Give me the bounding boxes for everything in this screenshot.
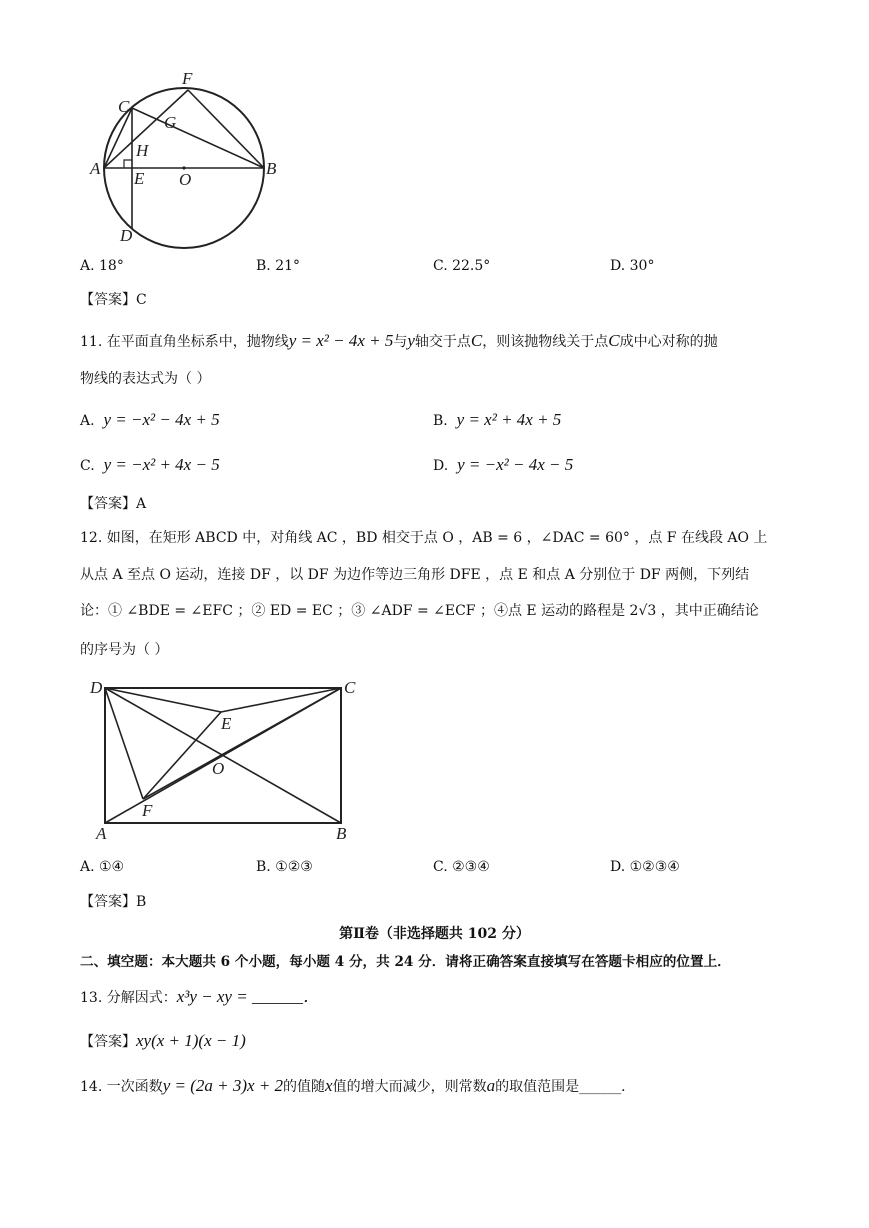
section-heading: 二、填空题：本大题共 6 个小题，每小题 4 分，共 24 分．请将正确答案直接填写在答题卡相应的位置上． [80, 954, 731, 970]
q11-text-mid3: ，则该抛物线关于点 [482, 334, 609, 350]
q12-line2: 从点 A 至点 O 运动，连接 DF ，以 DF 为边作等边三角形 DFE ，点 E 和点 A 分别位于 DF 两侧，下列结 [80, 567, 750, 583]
q11-line2: 物线的表达式为（ ） [80, 371, 211, 387]
point-label-e: E [134, 169, 145, 188]
point-label-h: H [136, 141, 149, 160]
point-label-c: C [118, 97, 130, 116]
q13-answer-equation: xy(x + 1)(x − 1) [136, 1031, 246, 1050]
q14-mid2: 值的增大而减少，则常数 [332, 1079, 487, 1095]
q12-line1: 12. 如图，在矩形 ABCD 中，对角线 AC ，BD 相交于点 O ，AB = 6 ，∠DAC = 60° ，点 F 在线段 AO 上 [80, 530, 768, 546]
q13-answer-label: 【答案】 [80, 1034, 136, 1050]
q11-option-d-letter: D. [433, 458, 449, 474]
q11-option-a-eq: y = −x² − 4x + 5 [103, 410, 220, 429]
q11-option-c [80, 455, 220, 476]
q12-option-d: D. ①②③④ [610, 859, 680, 875]
point-label-f: F [182, 69, 193, 88]
q11-option-d-eq: y = −x² − 4x − 5 [457, 455, 574, 474]
rectangle-figure-q12 [88, 675, 363, 845]
point-label-f: F [142, 801, 153, 820]
point-label-o: O [179, 170, 192, 189]
point-label-d: D [120, 226, 133, 245]
point-label-o: O [212, 759, 225, 778]
circle-figure-q10 [80, 60, 290, 255]
q10-option-b: B. 21° [256, 258, 301, 274]
q11-option-b-eq: y = x² + 4x + 5 [456, 410, 562, 429]
q10-option-a: A. 18° [80, 258, 124, 274]
q10-option-d: D. 30° [610, 258, 655, 274]
q13-prefix: 13. 分解因式： [80, 990, 177, 1006]
q11-text-suffix: 成中心对称的抛 [619, 334, 718, 350]
point-label-d: D [90, 678, 103, 697]
section-title: 第Ⅱ卷（非选择题共 102 分） [339, 926, 530, 942]
q14-suffix: 的取值范围是______． [495, 1079, 636, 1095]
q10-option-c: C. 22.5° [433, 258, 491, 274]
q11-option-c-letter: C. [80, 458, 95, 474]
q14-question [80, 1076, 635, 1097]
q13-equation: x³y − xy = ______． [176, 987, 320, 1006]
q11-text-mid: 与 [393, 334, 408, 350]
q11-answer: 【答案】A [80, 496, 147, 512]
point-label-g: G [164, 113, 177, 132]
q12-option-a: A. ①④ [80, 859, 125, 875]
q13-answer [80, 1031, 246, 1052]
q12-option-b: B. ①②③ [256, 859, 313, 875]
q11-var-y: y [407, 331, 415, 350]
q11-option-a-letter: A. [80, 413, 95, 429]
point-label-a: A [90, 159, 101, 178]
q11-point-c: C [470, 331, 483, 350]
q12-answer: 【答案】B [80, 894, 147, 910]
q11-option-a [80, 410, 220, 431]
q11-option-b [433, 410, 561, 431]
q14-mid: 的值随 [283, 1079, 326, 1095]
q11-option-c-eq: y = −x² + 4x − 5 [103, 455, 220, 474]
point-label-a: A [96, 824, 107, 843]
q11-equation: y = x² − 4x + 5 [288, 331, 394, 350]
q11-line1 [80, 331, 718, 352]
q14-equation: y = (2a + 3)x + 2 [162, 1076, 284, 1095]
q11-point-c2: C [608, 331, 620, 350]
q11-text-mid2: 轴交于点 [414, 334, 471, 350]
q12-line4: 的序号为（ ） [80, 642, 169, 658]
q11-text-prefix: 11. 在平面直角坐标系中，抛物线 [80, 334, 289, 350]
point-label-c: C [344, 678, 356, 697]
q10-answer: 【答案】C [80, 292, 147, 308]
q14-var-x: x [325, 1076, 333, 1095]
q13-question [80, 987, 320, 1008]
point-label-e: E [221, 714, 232, 733]
point-label-b: B [266, 159, 277, 178]
q12-line3: 论：① ∠BDE = ∠EFC ；② ED = EC ；③ ∠ADF = ∠ECF ；④点 E 运动的路程是 2√3 ，其中正确结论 [80, 603, 759, 619]
q11-option-d [433, 455, 573, 476]
q14-prefix: 14. 一次函数 [80, 1079, 163, 1095]
q11-option-b-letter: B. [433, 413, 448, 429]
q14-var-a: a [486, 1076, 496, 1095]
q12-option-c: C. ②③④ [433, 859, 490, 875]
point-label-b: B [336, 824, 347, 843]
